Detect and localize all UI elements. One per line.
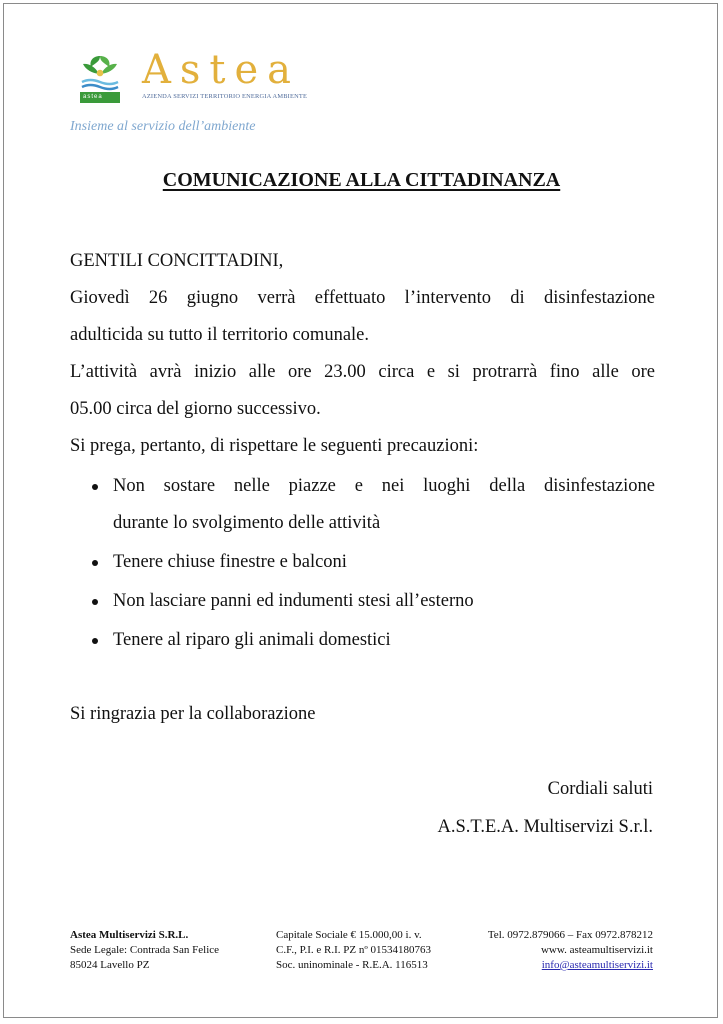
paragraph-3: Si prega, pertanto, di rispettare le seguenti precauzioni: — [70, 436, 479, 456]
paragraph-2-line-2: 05.00 circa del giorno successivo. — [70, 399, 321, 419]
logo-mark-label: astea — [83, 94, 103, 100]
astea-logo — [80, 47, 320, 110]
signature: A.S.T.E.A. Multiservizi S.r.l. — [437, 817, 653, 837]
bullet-icon — [92, 599, 98, 605]
greeting: GENTILI CONCITTADINI, — [70, 251, 284, 271]
bullet-icon — [92, 638, 98, 644]
closing-greeting: Cordiali saluti — [547, 779, 653, 799]
paragraph-2-line-1: L’attività avrà inizio alle ore 23.00 circa e si protrarrà fino alle ore — [70, 362, 655, 382]
footer-website[interactable]: www. asteamultiservizi.it — [540, 944, 653, 956]
thanks-line: Si ringrazia per la collaborazione — [70, 704, 316, 724]
footer-address: Sede Legale: Contrada San Felice — [70, 944, 220, 956]
footer-phone-fax: Tel. 0972.879066 – Fax 0972.878212 — [487, 929, 653, 941]
list-item: Tenere chiuse finestre e balconi — [90, 544, 655, 581]
precautions-list — [90, 468, 655, 661]
document-title: COMUNICAZIONE ALLA CITTADINANZA — [162, 169, 561, 191]
slogan: Insieme al servizio dell’ambiente — [70, 119, 256, 134]
footer-tax-id: C.F., P.I. e R.I. PZ nº 01534180763 — [276, 944, 432, 956]
paragraph-1-line-1: Giovedì 26 giugno verrà effettuato l’intervento di disinfestazione — [70, 288, 655, 308]
body-text — [70, 243, 655, 465]
footer-company-name: Astea Multiservizi S.R.L. — [70, 929, 189, 941]
footer-company — [70, 928, 219, 973]
footer-contacts — [488, 928, 653, 973]
footer-rea: Soc. uninominale - R.E.A. 116513 — [276, 959, 428, 971]
footer-capital: Capitale Sociale € 15.000,00 i. v. — [276, 929, 422, 941]
footer-city: 85024 Lavello PZ — [70, 959, 150, 971]
footer-email-link[interactable]: info@asteamultiservizi.it — [541, 959, 653, 971]
list-item: Non lasciare panni ed indumenti stesi all’esterno — [90, 583, 655, 620]
logo-tagline: AZIENDA SERVIZI TERRITORIO ENERGIA AMBIENTE — [142, 93, 308, 100]
list-item: Non sostare nelle piazze e nei luoghi della disinfestazione durante lo svolgimento delle attività — [90, 468, 655, 542]
bullet-icon — [92, 484, 98, 490]
list-item: Tenere al riparo gli animali domestici — [90, 622, 655, 659]
bullet-icon — [92, 560, 98, 566]
logo-wordmark: Astea — [142, 47, 301, 93]
paragraph-1-line-2: adulticida su tutto il territorio comunale. — [70, 325, 370, 345]
footer-legal — [276, 928, 431, 973]
